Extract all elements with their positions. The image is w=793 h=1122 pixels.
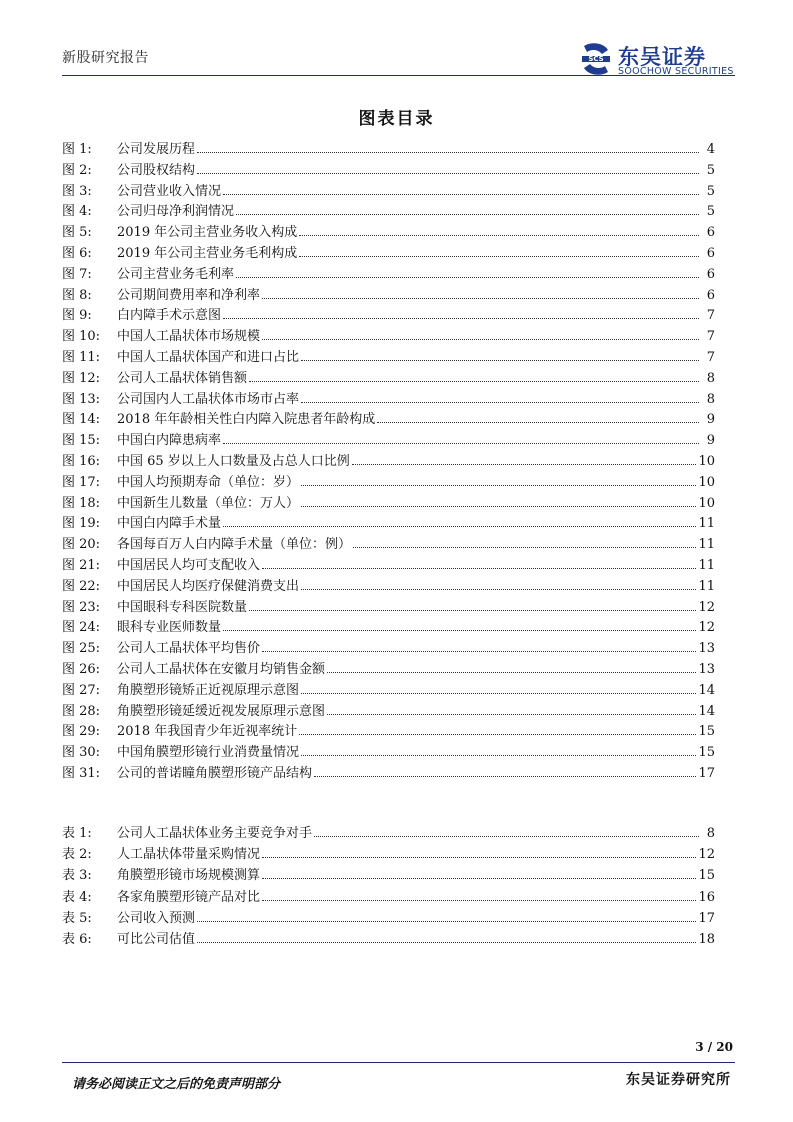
dot-leader — [223, 184, 699, 195]
entry-label: 表 1: — [62, 826, 92, 841]
figure-entry[interactable] — [62, 367, 715, 388]
page-number: 3 / 20 — [695, 1040, 733, 1054]
dot-leader — [223, 433, 699, 444]
entry-page: 11 — [698, 557, 715, 573]
entry-page: 5 — [706, 162, 715, 178]
entry-title: 公司国内人工晶状体市场市占率 — [117, 391, 300, 407]
table-entry[interactable] — [62, 822, 715, 843]
figure-entry[interactable] — [62, 533, 715, 554]
entry-title: 可比公司估值 — [117, 931, 196, 947]
entry-label: 图 21: — [62, 557, 101, 573]
entry-title: 公司人工晶状体平均售价 — [117, 641, 261, 657]
logo-name-en: SOOCHOW SECURITIES — [618, 66, 734, 77]
entry-page: 7 — [706, 329, 715, 345]
entry-label: 图 12: — [62, 370, 101, 386]
dot-leader — [262, 847, 696, 858]
dot-leader — [377, 412, 699, 423]
figure-entry[interactable] — [62, 512, 715, 533]
entry-page: 10 — [698, 495, 715, 511]
entry-label: 表 2: — [62, 847, 92, 863]
dot-leader — [301, 745, 696, 756]
entry-label: 图 29: — [62, 724, 101, 740]
entry-page: 9 — [706, 433, 715, 449]
entry-label: 图 17: — [62, 474, 101, 490]
entry-title: 人工晶状体带量采购情况 — [117, 847, 261, 863]
dot-leader — [249, 600, 696, 611]
entry-label: 表 6: — [62, 931, 92, 947]
entry-title: 公司股权结构 — [117, 162, 196, 178]
entry-page: 6 — [706, 287, 715, 303]
entry-title: 白内障手术示意图 — [117, 308, 222, 324]
table-entry[interactable] — [62, 843, 715, 864]
entry-title: 角膜塑形镜矫正近视原理示意图 — [117, 682, 300, 698]
entry-page: 12 — [698, 599, 715, 615]
dot-leader — [262, 641, 696, 652]
dot-leader — [301, 683, 696, 694]
entry-page: 4 — [706, 142, 715, 157]
figure-entry[interactable] — [62, 450, 715, 471]
entry-page: 6 — [706, 225, 715, 241]
entry-page: 8 — [706, 826, 715, 841]
entry-label: 图 22: — [62, 578, 101, 594]
entry-label: 图 18: — [62, 495, 101, 511]
dot-leader — [314, 766, 696, 777]
dot-leader — [197, 163, 699, 174]
entry-label: 图 26: — [62, 661, 101, 677]
figure-entry[interactable] — [62, 408, 715, 429]
entry-page: 17 — [698, 765, 715, 781]
dot-leader — [223, 308, 699, 319]
figure-entry[interactable] — [62, 741, 715, 762]
entry-title: 中国角膜塑形镜行业消费量情况 — [117, 745, 300, 761]
figure-entry[interactable] — [62, 138, 715, 159]
entry-label: 图 10: — [62, 329, 101, 345]
figure-index — [62, 138, 715, 783]
dot-leader — [197, 142, 699, 153]
entry-title: 角膜塑形镜市场规模测算 — [117, 868, 261, 884]
entry-page: 7 — [706, 308, 715, 324]
table-entry[interactable] — [62, 886, 715, 907]
entry-page: 14 — [698, 682, 715, 698]
entry-title: 公司收入预测 — [117, 910, 196, 926]
entry-title: 2019 年公司主营业务毛利构成 — [117, 245, 298, 261]
entry-title: 中国人工晶状体市场规模 — [117, 329, 261, 345]
entry-page: 5 — [706, 183, 715, 199]
entry-page: 13 — [698, 641, 715, 657]
entry-title: 中国人工晶状体国产和进口占比 — [117, 349, 300, 365]
entry-label: 图 24: — [62, 620, 101, 636]
dot-leader — [299, 225, 699, 236]
figure-entry[interactable] — [62, 388, 715, 409]
dot-leader — [249, 371, 699, 382]
entry-page: 11 — [698, 516, 715, 532]
entry-label: 表 5: — [62, 910, 92, 926]
entry-page: 11 — [698, 578, 715, 594]
logo-name-cn: 东吴证券 — [618, 45, 706, 69]
entry-title: 2018 年我国青少年近视率统计 — [117, 724, 298, 740]
dot-leader — [301, 392, 699, 403]
figure-entry[interactable] — [62, 471, 715, 492]
dot-leader — [223, 620, 696, 631]
dot-leader — [314, 826, 699, 837]
entry-title: 2018 年年龄相关性白内障入院患者年龄构成 — [117, 412, 376, 428]
entry-title: 中国白内障手术量 — [117, 516, 222, 532]
dot-leader — [301, 475, 696, 486]
entry-label: 图 7: — [62, 266, 92, 282]
dot-leader — [236, 204, 699, 215]
dot-leader — [301, 579, 696, 590]
dot-leader — [236, 267, 699, 278]
entry-label: 图 28: — [62, 703, 101, 719]
entry-title: 中国新生儿数量（单位：万人） — [117, 495, 300, 511]
entry-title: 公司人工晶状体在安徽月均销售金额 — [117, 661, 326, 677]
dot-leader — [353, 537, 696, 548]
dot-leader — [262, 890, 696, 901]
figure-entry[interactable] — [62, 658, 715, 679]
entry-title: 中国居民人均医疗保健消费支出 — [117, 578, 300, 594]
entry-title: 各国每百万人白内障手术量（单位：例） — [117, 537, 352, 553]
figure-entry[interactable] — [62, 429, 715, 450]
figure-entry[interactable] — [62, 679, 715, 700]
entry-label: 图 5: — [62, 225, 92, 241]
entry-label: 图 3: — [62, 183, 92, 199]
page-title: 图表目录 — [358, 109, 435, 129]
report-type-label: 新股研究报告 — [62, 50, 149, 66]
entry-label: 图 25: — [62, 641, 101, 657]
entry-label: 图 15: — [62, 433, 101, 449]
figure-entry[interactable] — [62, 304, 715, 325]
dot-leader — [299, 246, 699, 257]
entry-title: 眼科专业医师数量 — [117, 620, 222, 636]
entry-label: 图 14: — [62, 412, 101, 428]
entry-title: 公司人工晶状体业务主要竞争对手 — [117, 826, 313, 841]
entry-page: 18 — [698, 931, 715, 947]
dot-leader — [301, 496, 696, 507]
entry-label: 表 4: — [62, 889, 92, 905]
entry-label: 图 1: — [62, 142, 92, 157]
entry-title: 公司归母净利润情况 — [117, 204, 235, 220]
dot-leader — [197, 932, 696, 943]
figure-entry[interactable] — [62, 159, 715, 180]
dot-leader — [262, 558, 696, 569]
entry-page: 8 — [706, 370, 715, 386]
entry-page: 11 — [698, 537, 715, 553]
dot-leader — [352, 454, 697, 465]
figure-entry[interactable] — [62, 762, 715, 783]
footer-brand: 东吴证券研究所 — [626, 1072, 731, 1088]
entry-title: 2019 年公司主营业务收入构成 — [117, 225, 298, 241]
entry-page: 16 — [698, 889, 715, 905]
figure-entry[interactable] — [62, 492, 715, 513]
entry-page: 15 — [698, 724, 715, 740]
table-entry[interactable] — [62, 907, 715, 928]
entry-label: 图 27: — [62, 682, 101, 698]
table-index — [62, 822, 715, 949]
entry-page: 10 — [698, 453, 715, 469]
entry-label: 图 8: — [62, 287, 92, 303]
figure-entry[interactable] — [62, 200, 715, 221]
entry-title: 公司人工晶状体销售额 — [117, 370, 248, 386]
disclaimer-note: 请务必阅读正文之后的免责声明部分 — [72, 1077, 281, 1092]
entry-label: 图 31: — [62, 765, 101, 781]
entry-title: 中国 65 岁以上人口数量及占总人口比例 — [117, 453, 350, 469]
figure-entry[interactable] — [62, 180, 715, 201]
entry-page: 12 — [698, 847, 715, 863]
figure-entry[interactable] — [62, 575, 715, 596]
dot-leader — [301, 350, 699, 361]
dot-leader — [197, 911, 696, 922]
entry-label: 图 16: — [62, 453, 101, 469]
entry-title: 公司营业收入情况 — [117, 183, 222, 199]
figure-entry[interactable] — [62, 346, 715, 367]
dot-leader — [262, 288, 699, 299]
entry-label: 图 23: — [62, 599, 101, 615]
figure-entry[interactable] — [62, 221, 715, 242]
entry-page: 5 — [706, 204, 715, 220]
entry-label: 图 4: — [62, 204, 92, 220]
entry-page: 15 — [698, 868, 715, 884]
entry-title: 中国白内障患病率 — [117, 433, 222, 449]
dot-leader — [262, 868, 696, 879]
entry-page: 14 — [698, 703, 715, 719]
entry-label: 图 11: — [62, 349, 101, 365]
entry-label: 图 30: — [62, 745, 101, 761]
soochow-emblem-icon — [578, 42, 614, 76]
figure-entry[interactable] — [62, 242, 715, 263]
entry-page: 7 — [706, 349, 715, 365]
entry-title: 中国眼科专科医院数量 — [117, 599, 248, 615]
dot-leader — [327, 704, 696, 715]
figure-entry[interactable] — [62, 284, 715, 305]
footer-divider — [62, 1062, 735, 1063]
entry-title: 各家角膜塑形镜产品对比 — [117, 889, 261, 905]
entry-title: 公司发展历程 — [117, 142, 196, 157]
entry-label: 图 13: — [62, 391, 101, 407]
figure-entry[interactable] — [62, 554, 715, 575]
dot-leader — [223, 516, 696, 527]
entry-page: 8 — [706, 391, 715, 407]
figure-entry[interactable] — [62, 616, 715, 637]
entry-title: 公司的普诺瞳角膜塑形镜产品结构 — [117, 765, 313, 781]
entry-title: 中国居民人均可支配收入 — [117, 557, 261, 573]
company-logo — [578, 40, 738, 78]
entry-label: 图 20: — [62, 537, 101, 553]
entry-page: 13 — [698, 661, 715, 677]
entry-page: 10 — [698, 474, 715, 490]
entry-page: 6 — [706, 266, 715, 282]
entry-label: 图 2: — [62, 162, 92, 178]
figure-entry[interactable] — [62, 263, 715, 284]
dot-leader — [327, 662, 696, 673]
entry-page: 9 — [706, 412, 715, 428]
entry-page: 17 — [698, 910, 715, 926]
entry-page: 12 — [698, 620, 715, 636]
figure-entry[interactable] — [62, 700, 715, 721]
entry-title: 角膜塑形镜延缓近视发展原理示意图 — [117, 703, 326, 719]
entry-label: 图 6: — [62, 245, 92, 261]
entry-title: 公司主营业务毛利率 — [117, 266, 235, 282]
entry-title: 中国人均预期寿命（单位：岁） — [117, 474, 300, 490]
dot-leader — [262, 329, 699, 340]
table-entry[interactable] — [62, 928, 715, 949]
entry-label: 图 9: — [62, 308, 92, 324]
entry-page: 6 — [706, 245, 715, 261]
entry-label: 表 3: — [62, 868, 92, 884]
entry-label: 图 19: — [62, 516, 101, 532]
emblem-text: SCS — [588, 55, 604, 63]
entry-page: 15 — [698, 745, 715, 761]
header-divider — [62, 75, 735, 76]
entry-title: 公司期间费用率和净利率 — [117, 287, 261, 303]
figure-entry[interactable] — [62, 325, 715, 346]
figure-entry[interactable] — [62, 596, 715, 617]
table-entry[interactable] — [62, 864, 715, 885]
figure-entry[interactable] — [62, 637, 715, 658]
dot-leader — [299, 724, 696, 735]
figure-entry[interactable] — [62, 720, 715, 741]
